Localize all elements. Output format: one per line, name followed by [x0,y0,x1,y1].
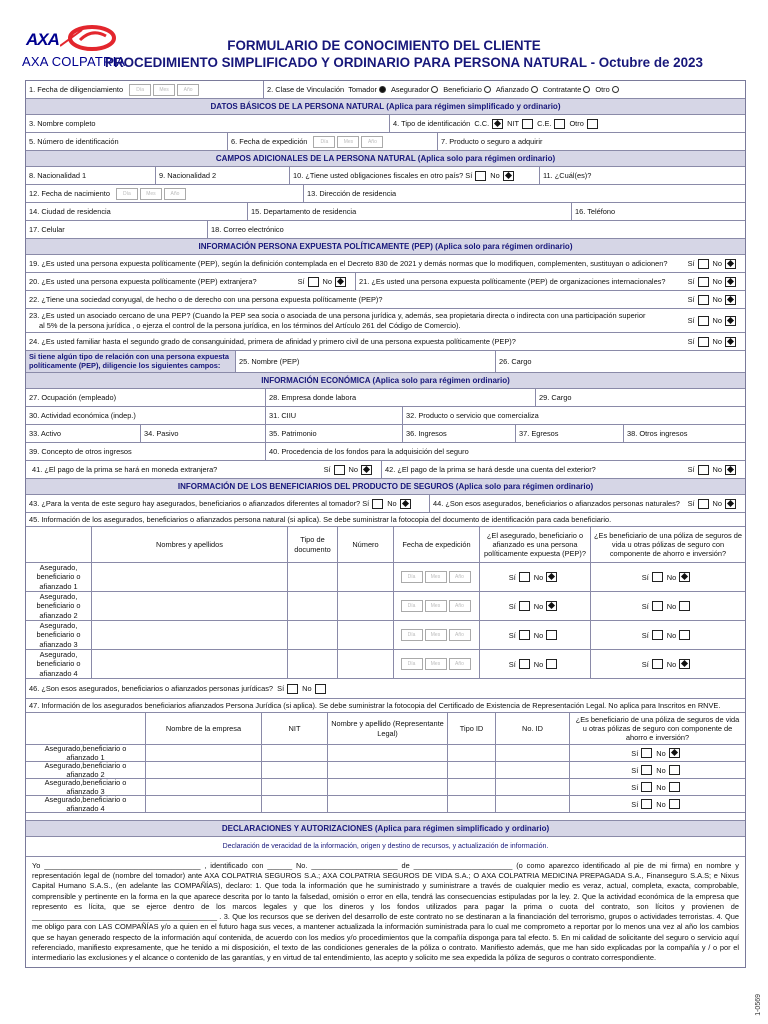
nombre-cell[interactable] [92,563,288,591]
tipo-id-cell[interactable] [448,762,496,778]
option-label: Otro [569,119,584,128]
radio-contratante[interactable] [583,86,590,93]
representante-cell[interactable] [328,745,448,761]
checkbox-no[interactable] [679,572,690,582]
option-label: No [712,277,722,286]
checkbox-si[interactable] [652,601,663,611]
checkbox-no[interactable] [725,277,736,287]
checkbox-si[interactable] [641,782,652,792]
checkbox-si[interactable] [308,277,319,287]
date-input[interactable]: Día Mes Año [116,188,188,200]
option-label: Sí [508,630,516,640]
header [0,0,768,80]
no-id-cell[interactable] [496,762,570,778]
cargo-field[interactable]: 29. Cargo [539,393,572,402]
table-row: Asegurado, beneficiario o afianzado 4 Día Mes Año Sí No Sí No [26,650,745,679]
pep-q24: 24. ¿Es usted familiar hasta el segundo grado de consanguinidad, primera de afinidad y primero civil de una persona expuesta políticamente (PEP)? Sí No [26,333,745,350]
option-label: No [387,499,397,508]
option-label: Sí [687,259,695,268]
form-title: FORMULARIO DE CONOCIMIENTO DEL CLIENTE [227,38,541,53]
cargo-pep-field[interactable]: 26. Cargo [499,357,532,366]
checkbox-si[interactable] [698,337,709,347]
pasivo-field[interactable]: 34. Pasivo [141,425,266,442]
option-label: Sí [631,782,639,792]
option-label: No [533,601,544,611]
empresa-cell[interactable] [146,745,262,761]
section-pep: INFORMACIÓN PERSONA EXPUESTA POLÍTICAMENTE (PEP) (Aplica solo para régimen ordinario) [26,239,745,254]
checkbox-si[interactable] [698,295,709,305]
checkbox-nit[interactable] [522,119,533,129]
option-label: No [712,337,722,346]
row-vinculacion [26,81,745,99]
option-label: C.E. [537,119,552,128]
numero-cell[interactable] [338,592,394,620]
pep-q22: 22. ¿Tiene una sociedad conyugal, de hecho o de derecho con una persona expuesta políticamente (PEP)? Sí No [26,291,745,308]
option-label: Afianzado [495,85,529,94]
checkbox-cc[interactable] [492,119,503,129]
option-label: Beneficiario [443,85,482,94]
nombre-pep-field[interactable]: 25. Nombre (PEP) [236,351,496,372]
checkbox-si[interactable] [334,465,345,475]
checkbox-si[interactable] [372,499,383,509]
radio-beneficiario[interactable] [484,86,491,93]
actividad-field[interactable]: 30. Actividad económica (indep.) [26,407,266,424]
ben-q43: 43. ¿Para la venta de este seguro hay asegurados, beneficiarios o afianzados diferentes al tomador? Sí No [26,495,430,512]
date-input[interactable]: Día Mes Año [401,571,473,583]
table-row: Asegurado, beneficiario o afianzado 2 Día Mes Año Sí No Sí No [26,592,745,621]
eco-q41: 41. ¿El pago de la prima se hará en moneda extranjera? Sí No [26,461,382,478]
numero-id-field[interactable]: 5. Número de identificación [26,133,228,150]
checkbox-no[interactable] [400,499,411,509]
concepto-field[interactable]: 39. Concepto de otros ingresos [26,443,266,460]
otros-ingresos-field[interactable]: 38. Otros ingresos [627,429,688,438]
option-label: Sí [508,601,516,611]
checkbox-si[interactable] [519,659,530,669]
option-label: Sí [641,601,649,611]
tipo-id-cell[interactable] [448,779,496,795]
section-economica: INFORMACIÓN ECONÓMICA (Aplica solo para régimen ordinario) [26,373,745,388]
checkbox-si[interactable] [698,316,709,326]
nacionalidad2-field[interactable]: 9. Nacionalidad 2 [156,167,290,184]
pep-relation-note: Si tiene algún tipo de relación con una persona expuesta políticamente (PEP), diligencie los siguientes campos: [26,351,236,372]
option-label: Sí [641,572,649,582]
option-label: Sí [508,572,516,582]
option-label: Sí [631,748,639,758]
checkbox-otro[interactable] [587,119,598,129]
option-label: Sí [631,799,639,809]
direccion-field[interactable]: 13. Dirección de residencia [307,189,397,198]
checkbox-si[interactable] [287,684,298,694]
cuales-field[interactable]: 11. ¿Cuál(es)? [543,171,592,180]
tipo-doc-cell[interactable] [288,650,338,678]
ben-table-header: Nombres y apellidos Tipo de documento Número Fecha de expedición ¿El asegurado, beneficiario o afianzado es una persona políticamente expuesta (PEP)? ¿Es beneficiario de una póliza de seguros de vida u otras pólizas de seguro con componente de ahorro e inversión? [26,527,745,563]
option-label: Asegurador [390,85,430,94]
radio-tomador[interactable] [379,86,386,93]
checkbox-no[interactable] [679,659,690,669]
representante-cell[interactable] [328,762,448,778]
option-label: Otro [595,85,610,94]
patrimonio-field[interactable]: 35. Patrimonio [266,425,403,442]
option-label: No [666,659,677,669]
nombre-cell[interactable] [92,621,288,649]
radio-asegurador[interactable] [431,86,438,93]
checkbox-si[interactable] [641,799,652,809]
checkbox-si[interactable] [698,465,709,475]
no-id-cell[interactable] [496,796,570,812]
checkbox-si[interactable] [652,630,663,640]
checkbox-no[interactable] [361,465,372,475]
tipo-doc-cell[interactable] [288,563,338,591]
date-input[interactable]: Día Mes Año [401,629,473,641]
checkbox-si[interactable] [652,659,663,669]
table-row: Asegurado,beneficiario o afianzado 4 Sí No [26,796,745,813]
date-input[interactable]: Día Mes Año [401,600,473,612]
section-campos-adicionales: CAMPOS ADICIONALES DE LA PERSONA NATURAL (Aplica solo para régimen ordinario) [26,151,745,166]
option-label: No [302,684,312,693]
eco-q42: 42. ¿El pago de la prima se hará desde una cuenta del exterior? Sí No [382,461,745,478]
checkbox-no[interactable] [546,659,557,669]
field-label: 1. Fecha de diligenciamiento [29,85,124,94]
empresa-cell[interactable] [146,796,262,812]
nit-cell[interactable] [262,745,328,761]
checkbox-si[interactable] [519,630,530,640]
checkbox-no[interactable] [546,630,557,640]
ben-q45: 45. Información de los asegurados, beneficiarios o afianzados persona natural (si aplica). Se debe suministrar la fotocopia del documento de identificación para cada beneficiario. [29,515,612,524]
option-label: No [533,659,544,669]
option-label: No [348,465,358,474]
checkbox-no[interactable] [669,765,680,775]
ciiu-field[interactable]: 31. CIIU [266,407,403,424]
table-row: Asegurado,beneficiario o afianzado 3 Sí No [26,779,745,796]
option-label: No [656,765,666,775]
option-label: Sí [362,499,370,508]
radio-otro[interactable] [612,86,619,93]
option-label: No [666,601,677,611]
option-label: No [712,499,722,508]
nit-cell[interactable] [262,762,328,778]
option-label: Sí [687,277,695,286]
no-id-cell[interactable] [496,745,570,761]
nombre-field[interactable]: 3. Nombre completo [26,115,390,132]
checkbox-no[interactable] [725,499,736,509]
table-row: Asegurado, beneficiario o afianzado 1 Día Mes Año Sí No Sí No [26,563,745,592]
declaration-subtitle: Declaración de veracidad de la información, origen y destino de recursos, y actualización de información. [222,843,549,850]
tipo-doc-cell[interactable] [288,621,338,649]
option-label: Sí [687,316,695,325]
date-input[interactable]: Día Mes Año [129,84,201,96]
option-label: No [490,171,500,180]
checkbox-no[interactable] [725,337,736,347]
form-code: 1-0569 [755,994,762,1016]
jur-table-header: Nombre de la empresa NIT Nombre y apellido (Representante Legal) Tipo ID No. ID ¿Es beneficiario de una póliza de seguros de vida u otras pólizas de seguro con componente de ahorro e inversión? [26,713,745,745]
field-label: 12. Fecha de nacimiento [29,189,110,198]
kyc-form [25,80,746,968]
tipo-doc-cell[interactable] [288,592,338,620]
nit-cell[interactable] [262,779,328,795]
option-label: Sí [323,465,331,474]
section-datos-basicos: DATOS BÁSICOS DE LA PERSONA NATURAL (Aplica para régimen simplificado y ordinario) [26,99,745,114]
ben-q46: 46. ¿Son esos asegurados, beneficiarios o afianzados personas jurídicas? Sí No [26,679,745,698]
section-declaraciones: DECLARACIONES Y AUTORIZACIONES (Aplica para régimen simplificado y ordinario) [26,821,745,836]
table-row: Asegurado, beneficiario o afianzado 3 Día Mes Año Sí No Sí No [26,621,745,650]
option-label: Sí [687,295,695,304]
pep-q23: 23. ¿Es usted un asociado cercano de una PEP? (Cuando la PEP sea socia o asociada de una persona jurídica y, además, sea propietaria directa o indirecta con una participación superior al 5% de la persona jurídica , o ejerza el control de la persona jurídica, en los términos del Artículo 261 del Código de Comercio). Sí No [26,309,745,332]
checkbox-si[interactable] [519,572,530,582]
egresos-field[interactable]: 37. Egresos [516,425,624,442]
procedencia-field[interactable]: 40. Procedencia de los fondos para la adquisición del seguro [269,447,469,456]
pep-q21: 21. ¿Es usted una persona expuesta políticamente (PEP) de organizaciones internacionales? Sí No [356,273,745,290]
checkbox-no[interactable] [679,630,690,640]
option-label: No [666,572,677,582]
option-label: No [533,630,544,640]
representante-cell[interactable] [328,796,448,812]
option-label: No [712,295,722,304]
pep-q20: 20. ¿Es usted una persona expuesta políticamente (PEP) extranjera? Sí No [26,273,356,290]
checkbox-si[interactable] [641,748,652,758]
table-row: Asegurado,beneficiario o afianzado 2 Sí No [26,762,745,779]
checkbox-si[interactable] [698,499,709,509]
ciudad-field[interactable]: 14. Ciudad de residencia [26,203,248,220]
checkbox-no[interactable] [669,748,680,758]
table-row: Asegurado,beneficiario o afianzado 1 Sí No [26,745,745,762]
nombre-cell[interactable] [92,592,288,620]
option-label: Sí [508,659,516,669]
empresa-cell[interactable] [146,779,262,795]
checkbox-no[interactable] [725,259,736,269]
checkbox-no[interactable] [669,782,680,792]
field-label: 2. Clase de Vinculación [267,85,345,94]
option-label: Tomador [348,85,377,94]
telefono-field[interactable]: 16. Teléfono [575,207,616,216]
checkbox-no[interactable] [503,171,514,181]
representante-cell[interactable] [328,779,448,795]
checkbox-no[interactable] [546,572,557,582]
nacionalidad1-field[interactable]: 8. Nacionalidad 1 [26,167,156,184]
option-label: Sí [277,684,285,693]
producto-field[interactable]: 7. Producto o seguro a adquirir [441,137,543,146]
option-label: No [656,799,666,809]
checkbox-si[interactable] [698,259,709,269]
option-label: No [656,748,666,758]
brand-name: AXA COLPATRIA [22,54,126,69]
numero-cell[interactable] [338,621,394,649]
option-label: No [656,782,666,792]
nombre-cell[interactable] [92,650,288,678]
tipo-id-cell[interactable] [448,745,496,761]
field-label: 10. ¿Tiene usted obligaciones fiscales en otro país? [293,171,464,180]
date-input[interactable]: Día Mes Año [313,136,385,148]
option-label: Contratante [542,85,582,94]
option-label: Sí [687,337,695,346]
correo-field[interactable]: 18. Correo electrónico [211,225,284,234]
option-label: C.C. [474,119,490,128]
nit-cell[interactable] [262,796,328,812]
option-label: Sí [687,499,695,508]
checkbox-no[interactable] [725,316,736,326]
field-label: 4. Tipo de identificación [393,119,471,128]
option-label: No [322,277,332,286]
declaration-text: Yo ______________________________________ , identificado con ______ No. _____________________ de ________________________ (o como aparezco identificado al pie de mi firma) en nombre y representación legal de (nombre del tomador) ante AXA COLPATRIA SEGUROS S.A.; AXA COLPATRIA SEGUROS DE VIDA S.A.; O AXA COLPATRIA MEDICINA PREPAGADA S.A., Finanseguro S.A.S; e Nixus Capital Humano S.A.S., (en adelante las COMPAÑÍAS), declaro: 1. Que toda la información que he suministrado y suministrare a través de cualquier medio es veraz, actual, completa, exacta, comprobable, comprensible y pertinente en la forma en la que aparece descrita por lo tanto la falsedad, omisión o error en ella, tendrá las consecuencias estipuladas por la ley. 2. Que la actividad económica de la empresa que represento es lícita, que se ejerce dentro de los marcos legales y que los dineros y los fondos utilizados para pagar la prima o cuota del contrato, son lícitos y provienen de _____________________________________________ . 3. Que los recursos que se deriven del desarrollo de este contrato no se destinaran a la financiación del terrorismo, grupos o actividades terroristas. 4. Que me obligo para con LAS COMPAÑÍAS y/o a quien en el futuro haga sus veces, a mantener actualizada la información suministrada para lo cual me comprometo a reportar por lo menos una vez al año los cambios que se hayan generado respecto de la información aquí contenida, de acuerdo con los medios y/o procedimientos que la compañía disponga para tal efecto. 5. En mi calidad de solicitante del seguro o servicio aquí referenciado, manifiesto expresamente, que he tenido a mi disposición, el texto de las condiciones generales de la póliza o contrato. Manifiesto además, que me han sido explicadas por la compañía y / o por el intermediario las exclusiones y el alcance o contenido de las garantías, y en virtud de tal entendimiento, las acepto y solicito me sea expedida la póliza de seguros o contrato correspondiente. [32,861,739,962]
option-label: Sí [297,277,305,286]
form-subtitle: PROCEDIMIENTO SIMPLIFICADO Y ORDINARIO PARA PERSONA NATURAL - Octubre de 2023 [105,55,703,70]
checkbox-no[interactable] [679,601,690,611]
option-label: Sí [641,659,649,669]
numero-cell[interactable] [338,650,394,678]
producto-servicio-field[interactable]: 32. Producto o servicio que comercializa [406,411,539,420]
checkbox-ce[interactable] [554,119,565,129]
ben-q44: 44. ¿Son esos asegurados, beneficiarios o afianzados personas naturales? Sí No [430,495,745,512]
celular-field[interactable]: 17. Celular [26,221,208,238]
section-beneficiarios: INFORMACIÓN DE LOS BENEFICIARIOS DEL PRODUCTO DE SEGUROS (Aplica solo para régimen ordinario) [26,479,745,494]
option-label: No [712,259,722,268]
option-label: No [712,465,722,474]
ocupacion-field[interactable]: 27. Ocupación (empleado) [26,389,266,406]
option-label: No [712,316,722,325]
checkbox-si[interactable] [475,171,486,181]
numero-cell[interactable] [338,563,394,591]
empresa-field[interactable]: 28. Empresa donde labora [266,389,536,406]
checkbox-si[interactable] [641,765,652,775]
checkbox-si[interactable] [698,277,709,287]
ben-q47: 47. Información de los asegurados beneficiarios afianzados Persona Jurídica (si aplica). Se debe suministrar la fotocopia del Certificado de Existencia de Representación Legal. No aplica para Inscritos en RNVE. [29,701,721,710]
checkbox-no[interactable] [725,295,736,305]
option-label: Sí [631,765,639,775]
option-label: NIT [507,119,520,128]
option-label: No [533,572,544,582]
option-label: No [666,630,677,640]
checkbox-no[interactable] [669,799,680,809]
checkbox-si[interactable] [652,572,663,582]
checkbox-no[interactable] [725,465,736,475]
option-label: Sí [687,465,695,474]
checkbox-no[interactable] [546,601,557,611]
checkbox-no[interactable] [315,684,326,694]
date-input[interactable]: Día Mes Año [401,658,473,670]
departamento-field[interactable]: 15. Departamento de residencia [248,203,572,220]
pep-q19: 19. ¿Es usted una persona expuesta políticamente (PEP), según la definición contemplada en el Decreto 830 de 2021 y demás normas que lo modifiquen, complementen, sustituyan o adicionen? Sí No [26,255,745,272]
option-label: Sí [641,630,649,640]
checkbox-no[interactable] [335,277,346,287]
option-label: Sí [465,171,473,180]
no-id-cell[interactable] [496,779,570,795]
tipo-id-cell[interactable] [448,796,496,812]
empresa-cell[interactable] [146,762,262,778]
checkbox-si[interactable] [519,601,530,611]
activo-field[interactable]: 33. Activo [26,425,141,442]
field-label: 6. Fecha de expedición [231,137,308,146]
axa-logo-text: AXA [26,30,59,49]
ingresos-field[interactable]: 36. Ingresos [403,425,516,442]
radio-afianzado[interactable] [531,86,538,93]
